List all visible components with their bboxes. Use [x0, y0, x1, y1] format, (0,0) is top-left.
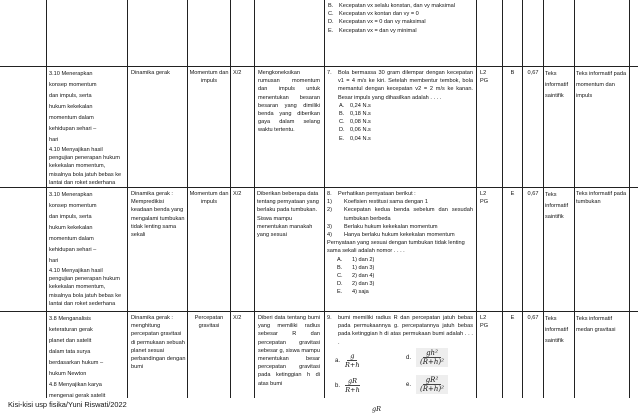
table-border — [0, 311, 638, 312]
kd-line: 4.8 Menyajikan karya — [49, 382, 102, 388]
row2-kelas: X/2 — [233, 191, 242, 197]
denominator: (R+h)² — [420, 358, 444, 366]
row2-kunci: E — [510, 191, 515, 197]
row1-kd — [49, 69, 125, 187]
denominator: R+h — [345, 386, 360, 394]
option-e — [406, 375, 448, 394]
row1-sumber — [545, 69, 573, 102]
row3-indikator: Diberi data tentang bumi yang memiliki radius sebesar R dan percepatan gravitasi sebesar g, siswa mampu menentukan besar percepatan gravitasi pada ketinggian h di atas bumi — [258, 315, 320, 387]
row1-submateri: Momentum dan impuls — [189, 70, 229, 85]
statement-key: 3) — [327, 223, 332, 230]
option-text: 0,06 N.s — [350, 127, 371, 134]
option-a — [335, 352, 360, 369]
row2-skor: 0,67 — [527, 191, 539, 197]
row1-skor: 0,67 — [527, 70, 539, 76]
source-line: saintifik — [545, 214, 564, 220]
option-d — [406, 348, 448, 367]
kd-line: berdasarkan hukum – — [49, 360, 104, 366]
option-key: d. — [406, 354, 412, 361]
kd-line: 4.10 Menyajikan hasil pengujian penerapan hukum kekekalan momentum, misalnya bola jatuh bebas ke lantai dan roket sederhana — [49, 147, 122, 186]
table-border — [254, 0, 255, 398]
option-text: Kecepatan vx = dan vy minimal — [339, 27, 417, 34]
kd-line: konsep momentum — [49, 82, 97, 88]
table-border — [187, 0, 188, 398]
option-key: B. — [328, 3, 334, 9]
kd-line: 4.10 Menyajikan hasil pengujian penerapan hukum kekekalan momentum, misalnya bola jatuh bebas ke lantai dan roket sederhana — [49, 268, 122, 307]
form-label: PG — [480, 323, 489, 330]
kd-line: hukum Newton — [49, 371, 87, 377]
numerator: gh² — [423, 349, 441, 358]
row1-materi: Dinamika gerak — [131, 70, 170, 76]
option-c-partial — [372, 405, 381, 413]
table-border — [574, 0, 575, 398]
kd-line: 3.10 Menerapkan — [49, 71, 93, 77]
table-border — [230, 0, 231, 398]
source-line: informatif — [545, 327, 569, 333]
page-footer: Kisi-kisi usp fisika/Yuni Riswati/2022 — [8, 400, 127, 409]
option-key: a. — [335, 357, 341, 364]
question-text: Perhatikan pernyataan berikut : — [338, 191, 416, 197]
option-a-fraction — [345, 352, 360, 369]
continued-options — [328, 2, 472, 35]
numerator: g — [347, 352, 357, 361]
option-key: A. — [339, 102, 345, 109]
row1-ket: Teks informatif pada momentum dan impuls — [576, 71, 627, 99]
statement-text: Kecepatan kedua benda sebelum dan sesudah tumbukan berbeda — [344, 207, 473, 222]
option-key: C. — [337, 273, 343, 280]
question-number: 8. — [327, 191, 332, 197]
table-border — [476, 0, 477, 398]
kd-line: momentum dalam — [49, 115, 94, 121]
statement-text: Koefisien restitusi sama dengan 1 — [344, 199, 428, 206]
kd-line: hari — [49, 137, 59, 143]
option-key: D. — [339, 127, 345, 134]
row2-indikator: Diberikan beberapa data tentang pernyataan yang berlaku pada tumbukan. Siswa mampu menentukan manakah yang sesuai — [257, 191, 319, 239]
source-line: informatif — [545, 203, 569, 209]
row1-soal — [327, 69, 473, 143]
source-line: saintifik — [545, 93, 564, 99]
numerator: gR² — [423, 376, 442, 385]
option-key: A. — [337, 256, 343, 263]
option-d-fraction — [416, 348, 448, 367]
row3-materi: Dinamika gerak : menghitung percepatan gravitasi di permukaan sebuah planet sesuai perbandingan dengan bumi — [131, 315, 186, 371]
denominator: R+h — [345, 361, 360, 369]
question-number: 7. — [327, 70, 332, 76]
table-border — [629, 0, 630, 398]
option-c-numerator: gR — [372, 405, 382, 413]
option-key: E. — [337, 289, 343, 296]
option-text: 0,08 N.s — [350, 119, 371, 126]
source-line: Teks — [545, 316, 557, 322]
option-text: Kecepatan vx kontan dan vy = 0 — [339, 11, 419, 18]
option-e-fraction — [416, 375, 448, 394]
kd-line: dan impuls, serta — [49, 93, 92, 99]
option-key: E. — [328, 27, 334, 34]
option-text: 2) dan 4) — [352, 273, 375, 280]
statement-key: 1) — [327, 199, 332, 206]
row3-level — [480, 314, 500, 330]
option-key: B. — [337, 264, 343, 271]
option-key: C. — [339, 119, 345, 126]
source-line: saintifik — [545, 338, 564, 344]
row2-materi: Dinamika gerak : Mempredikisi keadaan benda yang mengalami tumbukan tidak lenting sama sekali — [131, 191, 185, 239]
option-text: 0,18 N.s — [350, 111, 371, 118]
option-text: Kecepatan vx selalu konstan, dan vy maksimal — [339, 3, 455, 9]
row2-kd — [49, 190, 125, 308]
kd-line: dan impuls, serta — [49, 214, 92, 220]
kd-line: kehidupan sehari – — [49, 247, 97, 253]
row1-kunci: B — [510, 70, 515, 76]
row1-level — [480, 69, 500, 85]
table-border — [522, 0, 523, 398]
statement-text: Hanya berlaku hukum kekekalan momentum — [344, 232, 455, 239]
row2-ket: Teks informatif pada tumbukan — [576, 191, 627, 206]
statement-key: 4) — [327, 232, 332, 239]
option-key: E. — [339, 135, 345, 142]
kd-line: dalam tata surya — [49, 349, 91, 355]
kd-line: momentum dalam — [49, 236, 94, 242]
question-text: bumi memiliki radius R dan percepatan jatuh bebas pada permukaannya g. percepatannya jatuh bebas pada ketinggian h di atas permukaan bumi adalah . . . . — [338, 315, 473, 346]
table-border — [502, 0, 503, 398]
option-text: 4) saja — [352, 289, 369, 296]
source-line: informatif — [545, 82, 569, 88]
kd-line: planet dan satelit — [49, 338, 92, 344]
row1-kelas: X/2 — [233, 70, 242, 76]
option-text: Kecepatan vx = 0 dan vy maksimal — [339, 19, 426, 26]
table-border — [46, 0, 47, 398]
option-text: 1) dan 2) — [352, 256, 375, 263]
option-key: b. — [335, 382, 341, 389]
statement-key: 2) — [327, 207, 332, 214]
question-number: 9. — [327, 315, 332, 321]
question-tail: Pernyataan yang sesuai dengan tumbukan tidak lenting sama sekali adalah nomor . . . . — [327, 240, 465, 255]
kd-line: hukum kekekalan — [49, 104, 93, 110]
form-label: PG — [480, 78, 489, 85]
option-text: 0,04 N.s — [350, 135, 371, 142]
row2-level — [480, 190, 500, 206]
row2-soal — [327, 190, 473, 297]
row3-kunci: E — [510, 315, 515, 321]
level-label: L2 — [480, 191, 487, 197]
row2-submateri: Momentum dan impuls — [189, 191, 229, 206]
option-key: D. — [328, 19, 334, 26]
row1-indikator: Mengkoneksikan rumusan momentum dan impuls untuk menentukan besaran besaran yang dimiliki benda yang diberikan gaya dalam selang waktu tertentu. — [258, 70, 320, 134]
row3-ket: Teks informatif medan gravitasi — [576, 316, 616, 333]
option-text: 0,24 N.s — [350, 102, 371, 109]
option-text: 2) dan 3) — [352, 281, 375, 288]
table-border — [127, 0, 128, 398]
source-line: Teks — [545, 192, 557, 198]
source-line: Teks — [545, 71, 557, 77]
kd-line: keteraturan gerak — [49, 327, 93, 333]
statement-text: Berlaku hukum kekekalan momentum — [344, 223, 438, 230]
row3-sumber — [545, 314, 573, 347]
kd-line: kehidupan sehari – — [49, 126, 97, 132]
table-border — [324, 0, 325, 398]
option-key: C. — [328, 11, 334, 18]
row3-soal — [327, 314, 473, 347]
row2-sumber — [545, 190, 573, 223]
question-text: Bola bermassa 30 gram dilempar dengan kecepatan v1 = 4 m/s ke kiri. Setelah membentur tembok, bola memantul dengan kecepatan v2 = 2 m/s ke kanan. Besar impuls yang dihasilkan adalah . . . . — [338, 70, 473, 101]
kd-line: 3.8 Menganalisis — [49, 316, 91, 322]
option-key: e. — [406, 381, 412, 388]
table-border — [543, 0, 544, 398]
row3-skor: 0,67 — [527, 315, 539, 321]
denominator: (R+h)² — [420, 385, 444, 393]
kd-line: konsep momentum — [49, 203, 97, 209]
form-label: PG — [480, 199, 489, 206]
row3-kd — [49, 314, 125, 402]
option-b — [335, 377, 360, 394]
kd-line: hari — [49, 258, 59, 264]
table-border — [0, 66, 638, 67]
table-border — [0, 187, 638, 188]
option-key: B. — [339, 111, 345, 118]
kd-line: mengenai gerak satelit — [49, 393, 106, 399]
option-key: D. — [337, 281, 343, 288]
option-b-fraction — [345, 377, 360, 394]
kd-line: hukum kekekalan — [49, 225, 93, 231]
level-label: L2 — [480, 70, 487, 76]
option-text: 1) dan 3) — [352, 264, 375, 271]
numerator: gR — [345, 377, 360, 386]
row3-submateri: Percepatan gravitasi — [194, 315, 224, 330]
row3-kelas: X/2 — [233, 315, 242, 321]
kd-line: 3.10 Menerapkan — [49, 192, 93, 198]
level-label: L2 — [480, 315, 487, 321]
